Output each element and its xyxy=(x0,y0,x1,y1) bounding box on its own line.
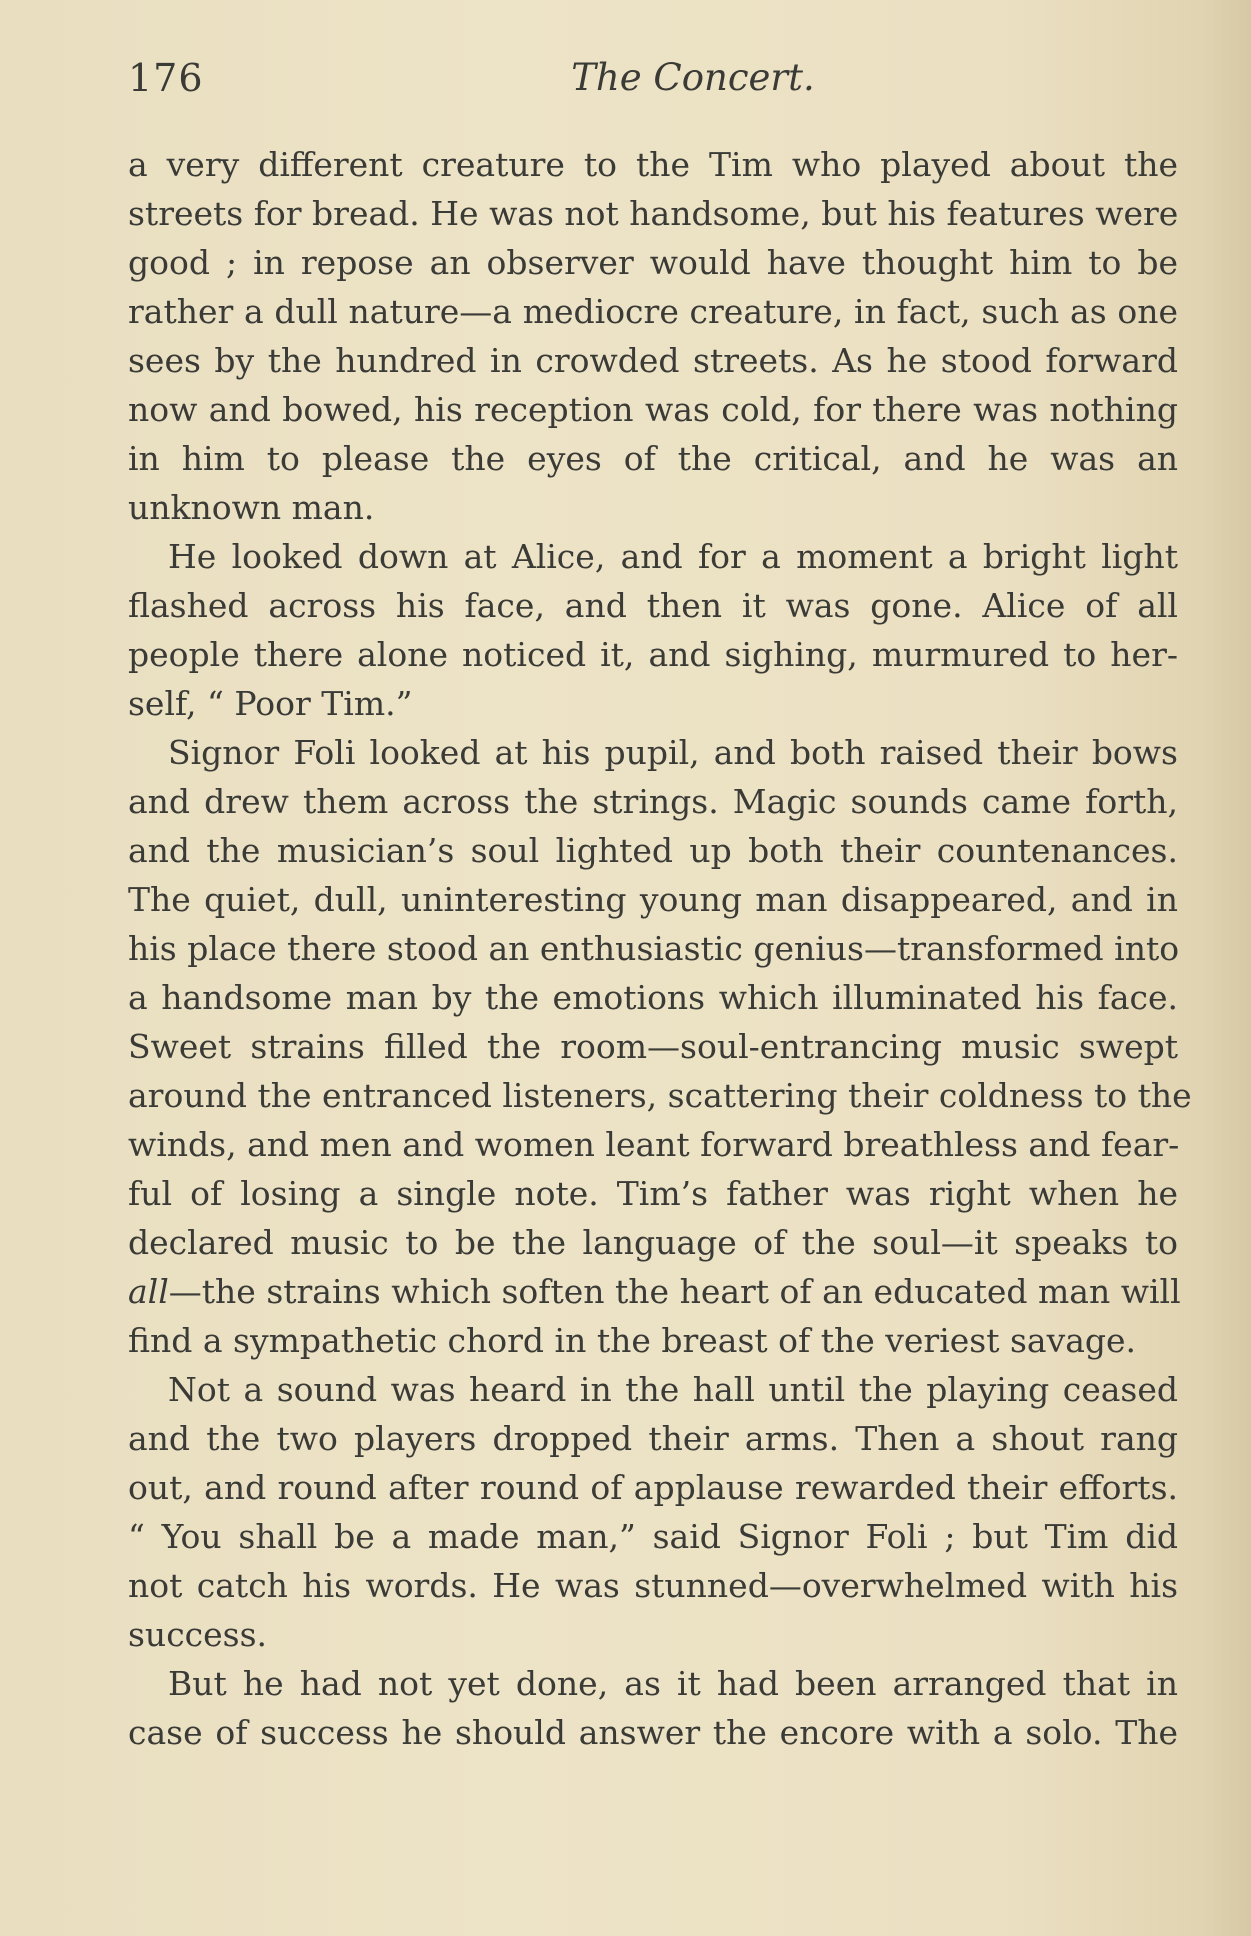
line-text: streets for bread. He was not handsome, but his features were xyxy=(128,194,1179,233)
line-text: unknown man. xyxy=(128,488,375,527)
text-line xyxy=(128,483,1178,532)
text-line xyxy=(128,1267,1181,1316)
italic-word: all xyxy=(128,1272,169,1311)
text-line xyxy=(128,434,1178,483)
line-text: Not a sound was heard in the hall until the playing ceased xyxy=(168,1370,1178,1409)
line-text: case of success he should answer the encore with a solo. The xyxy=(128,1713,1178,1752)
line-text: sees by the hundred in crowded streets. As he stood forward xyxy=(128,341,1178,380)
text-line xyxy=(128,1708,1178,1757)
text-line xyxy=(128,385,1178,434)
text-line xyxy=(128,1316,1178,1365)
text-line xyxy=(128,1169,1178,1218)
text-line xyxy=(128,1463,1178,1512)
line-text: a handsome man by the emotions which illuminated his face. xyxy=(128,978,1178,1017)
text-line xyxy=(128,287,1178,336)
line-text: now and bowed, his reception was cold, for there was nothing xyxy=(128,390,1178,429)
text-line xyxy=(128,630,1178,679)
line-text: rather a dull nature—a mediocre creature, in fact, such as one xyxy=(128,292,1178,331)
line-text: —the strains which soften the heart of an educated man will xyxy=(168,1272,1181,1311)
text-line xyxy=(128,1414,1178,1463)
text-line xyxy=(128,1659,1178,1708)
line-text: and drew them across the strings. Magic sounds came forth, xyxy=(128,782,1178,821)
line-text: his place there stood an enthusiastic genius—transformed into xyxy=(128,929,1180,968)
line-text: success. xyxy=(128,1615,268,1654)
text-line xyxy=(128,1071,1192,1120)
text-line xyxy=(128,1218,1178,1267)
line-text: and the musician’s soul lighted up both their countenances. xyxy=(128,831,1178,870)
text-line xyxy=(128,973,1178,1022)
line-text: find a sympathetic chord in the breast of the veriest savage. xyxy=(128,1321,1137,1360)
line-text: ful of losing a single note. Tim’s father was right when he xyxy=(128,1174,1178,1213)
text-line xyxy=(128,140,1178,189)
text-line xyxy=(128,1561,1178,1610)
text-line xyxy=(128,826,1178,875)
line-text: not catch his words. He was stunned—overwhelmed with his xyxy=(128,1566,1178,1605)
body-text xyxy=(128,140,1192,1757)
line-text: out, and round after round of applause rewarded their efforts. xyxy=(128,1468,1178,1507)
line-text: The quiet, dull, uninteresting young man disappeared, and in xyxy=(128,880,1178,919)
line-text: around the entranced listeners, scattering their coldness to the xyxy=(128,1076,1192,1115)
text-line xyxy=(128,1120,1178,1169)
line-text: But he had not yet done, as it had been arranged that in xyxy=(168,1664,1178,1703)
line-text: declared music to be the language of the soul—it speaks to xyxy=(128,1223,1178,1262)
page-number: 176 xyxy=(128,56,204,100)
text-line xyxy=(128,679,1178,728)
running-title: The Concert. xyxy=(571,56,815,99)
line-text: “ You shall be a made man,” said Signor Foli ; but Tim did xyxy=(128,1517,1178,1556)
text-line xyxy=(128,1512,1178,1561)
text-line xyxy=(128,875,1178,924)
line-text: good ; in repose an observer would have thought him to be xyxy=(128,243,1178,282)
text-line xyxy=(128,728,1178,777)
text-line xyxy=(128,189,1178,238)
text-line xyxy=(128,1022,1178,1071)
text-line xyxy=(128,924,1178,973)
text-line xyxy=(128,1610,1178,1659)
line-text: flashed across his face, and then it was gone. Alice of all xyxy=(128,586,1178,625)
text-line xyxy=(128,581,1178,630)
line-text: Sweet strains filled the room—soul-entrancing music swept xyxy=(128,1027,1178,1066)
line-text: and the two players dropped their arms. Then a shout rang xyxy=(128,1419,1178,1458)
line-text: He looked down at Alice, and for a moment a bright light xyxy=(168,537,1178,576)
line-text: self, “ Poor Tim.” xyxy=(128,684,413,723)
line-text: winds, and men and women leant forward breathless and fear- xyxy=(128,1125,1180,1164)
text-line xyxy=(128,238,1178,287)
page-header xyxy=(128,56,1178,106)
text-line xyxy=(128,1365,1178,1414)
line-text: a very different creature to the Tim who played about the xyxy=(128,145,1178,184)
line-text: Signor Foli looked at his pupil, and both raised their bows xyxy=(168,733,1178,772)
text-line xyxy=(128,336,1178,385)
text-line xyxy=(128,777,1178,826)
line-text: people there alone noticed it, and sighing, murmured to her- xyxy=(128,635,1178,674)
line-text: in him to please the eyes of the critical, and he was an xyxy=(128,439,1178,478)
text-line xyxy=(128,532,1178,581)
